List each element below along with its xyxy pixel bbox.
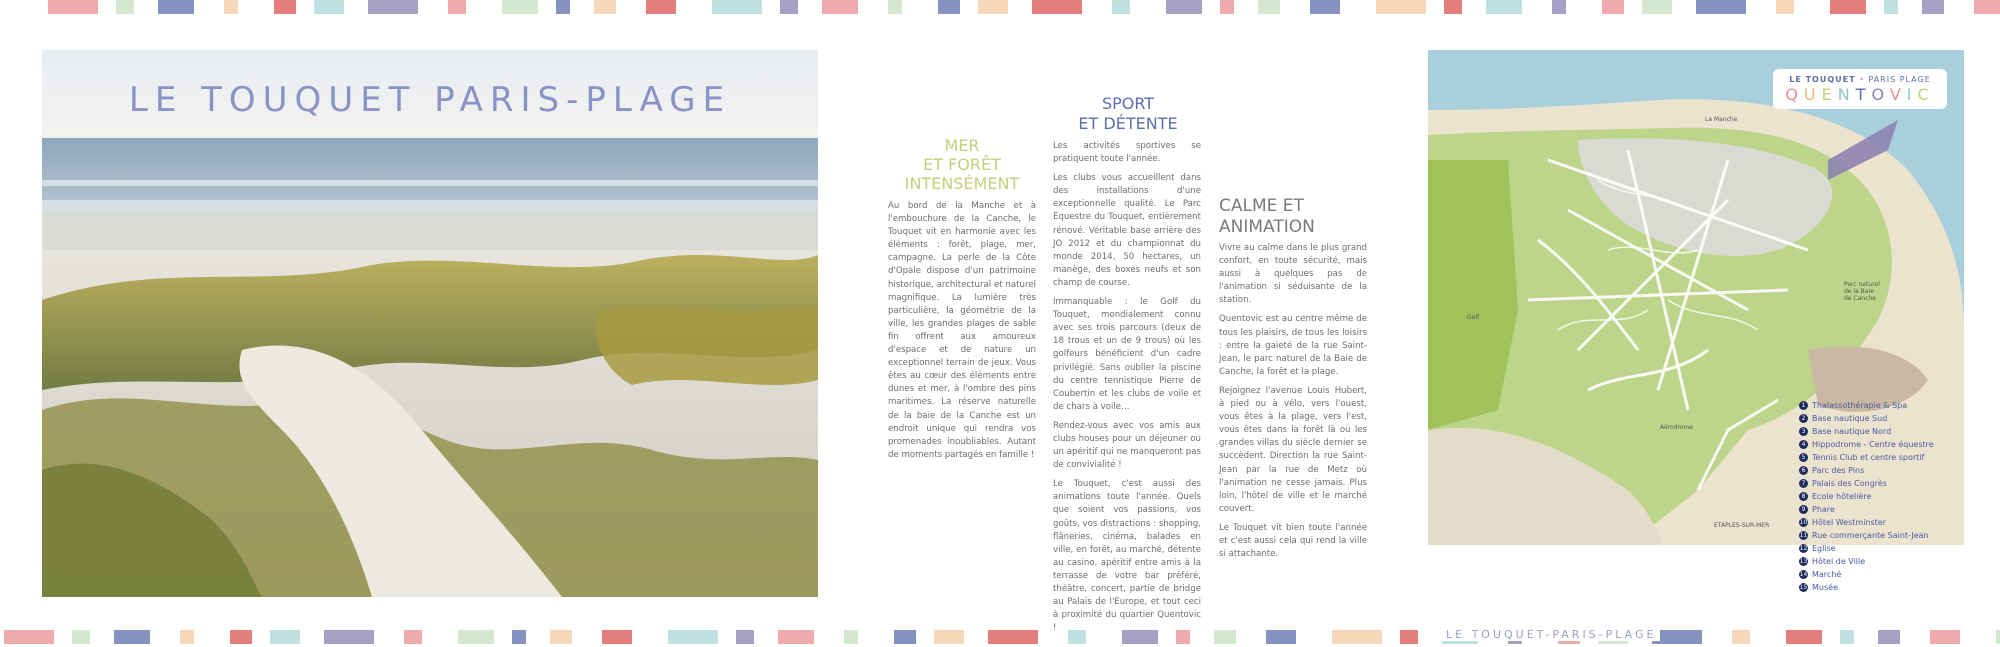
dunes-photo xyxy=(42,50,818,597)
paragraph: Vivre au calme dans le plus grand confort, en toute sécurité, mais aussi à quelques pas de l'animation si séduisante de la station. xyxy=(1219,243,1367,306)
stripe-segment xyxy=(1840,630,1854,644)
stripe-segment xyxy=(4,630,54,644)
paragraph: Le Touquet, c'est aussi des animations toute l'année. Quels que soient vos passions, vos goûts, vos distractions : shopping, flâneries, cinéma, balades en ville, en forêt, au marché, détente au casino, apéritif entre amis à la terrasse de votre bar préféré, théâtre, concert, partie de bridge au Palais de l'Europe, et tout ceci à proximité du quartier Quentovic ! xyxy=(1053,479,1201,634)
stripe-segment xyxy=(314,0,344,14)
logo-separator: • xyxy=(1859,75,1865,84)
heading-calme-animation xyxy=(1219,196,1379,238)
legend-item xyxy=(1799,412,1989,425)
stripe-segment xyxy=(1032,0,1082,14)
legend-label: Tennis Club et centre sportif xyxy=(1812,453,1925,462)
logo-letter: E xyxy=(1821,85,1838,104)
stripe-segment xyxy=(72,630,90,644)
legend-item xyxy=(1799,477,1989,490)
column-calme-animation xyxy=(1219,242,1367,567)
paragraph: Le Touquet vit bien toute l'année et c'est aussi cela qui rend la ville si attachante. xyxy=(1219,522,1367,560)
legend-item xyxy=(1799,581,1989,594)
heading-mer-foret xyxy=(874,136,1050,193)
stripe-segment xyxy=(1830,0,1866,14)
stripe-segment xyxy=(1732,630,1750,644)
stripe-segment xyxy=(224,0,238,14)
heading-line: ET FORÊT xyxy=(923,155,1001,174)
map-label-la-manche: La Manche xyxy=(1705,116,1738,123)
stripe-segment xyxy=(368,0,418,14)
column-sport-detente xyxy=(1053,140,1201,641)
legend-number-badge: 6 xyxy=(1799,466,1808,475)
legend-number-badge: 11 xyxy=(1799,532,1808,539)
legend-number-badge: 3 xyxy=(1799,427,1808,436)
legend-label: Ecole hôtelière xyxy=(1812,492,1872,501)
legend-label: Eglise xyxy=(1812,544,1836,553)
stripe-segment xyxy=(404,630,422,644)
stripe-segment xyxy=(780,0,798,14)
heading-line: SPORT xyxy=(1101,94,1155,113)
legend-item xyxy=(1799,464,1989,477)
legend-item xyxy=(1799,529,1989,542)
stripe-segment xyxy=(1974,0,2000,14)
stripe-segment xyxy=(978,0,1008,14)
legend-label: Hôtel de Ville xyxy=(1812,557,1866,566)
map-label-parc-naturel: Parc naturel de la Baie de Canche xyxy=(1844,281,1880,302)
logo-letter: V xyxy=(1889,85,1907,104)
legend-label: Palais des Congrès xyxy=(1812,479,1887,488)
photo-title: LE TOUQUET PARIS-PLAGE xyxy=(128,80,732,120)
stripe-segment xyxy=(1400,630,1418,644)
quentovic-logo xyxy=(1773,69,1947,109)
stripe-segment xyxy=(1602,0,1624,14)
legend-item xyxy=(1799,438,1989,451)
stripe-segment xyxy=(1922,0,1944,14)
legend-item xyxy=(1799,555,1989,568)
footer-brand: LE TOUQUET-PARIS-PLAGE xyxy=(1442,628,1660,641)
stripe-segment xyxy=(458,630,494,644)
legend-item xyxy=(1799,490,1989,503)
legend-number-badge: 13 xyxy=(1799,558,1808,565)
paragraph: Quentovic est au centre même de tous les plaisirs, de tous les loisirs : entre la gaieté de la rue Saint-Jean, le parc naturel de la Baie de Canche, la forêt et la plage. xyxy=(1219,314,1367,377)
stripe-segment xyxy=(556,0,570,14)
legend-item xyxy=(1799,568,1989,581)
logo-letter: N xyxy=(1837,85,1856,104)
legend-label: Thalassothérapie & Spa xyxy=(1812,401,1908,410)
stripe-segment xyxy=(1444,0,1462,14)
legend-number-badge: 7 xyxy=(1799,479,1808,488)
stripe-segment xyxy=(736,630,754,644)
stripe-segment xyxy=(324,630,374,644)
legend-label: Hôtel Westminster xyxy=(1812,518,1887,527)
heading-line: ANIMATION xyxy=(1219,217,1315,237)
legend-number-badge: 14 xyxy=(1799,571,1808,578)
top-decorative-stripe xyxy=(0,0,2000,14)
logo-letter: Q xyxy=(1785,85,1804,104)
stripe-segment xyxy=(1486,0,1522,14)
map-label-golf: Golf xyxy=(1467,314,1480,321)
stripe-segment xyxy=(988,630,1038,644)
legend-number-badge: 10 xyxy=(1799,519,1808,526)
legend-number-badge: 2 xyxy=(1799,414,1808,423)
logo-letter: C xyxy=(1917,85,1935,104)
stripe-segment xyxy=(1786,630,1822,644)
logo-text-paris-plage: PARIS PLAGE xyxy=(1868,75,1931,84)
heading-line: ET DÉTENTE xyxy=(1078,114,1178,133)
stripe-segment xyxy=(668,630,718,644)
logo-letter: O xyxy=(1871,85,1890,104)
dunes-illustration xyxy=(42,50,818,597)
legend-item xyxy=(1799,503,1989,516)
heading-sport-detente xyxy=(1040,94,1216,134)
stripe-segment xyxy=(1266,630,1296,644)
stripe-segment xyxy=(48,0,98,14)
paragraph: Rejoignez l'avenue Louis Hubert, à pied ou à vélo, vers l'ouest, vous êtes à la plage, vers l'est, vous êtes dans la forêt là où les grandes villas du siècle dernier se succèdent. Direction la rue Saint-Jean par la rue de Metz où l'animation ne cesse jamais. Plus loin, l'hôtel de ville et le marché couvert. xyxy=(1219,385,1367,514)
legend-label: Rue commerçante Saint-Jean xyxy=(1812,531,1929,540)
paragraph: Immanquable : le Golf du Touquet, mondialement connu avec ses trois parcours (deux de 18 trous et un de 9 trous) où les golfeurs bénéficient d'un cadre privilégié. Sans oublier la piscine du centre tennistique Pierre de Coubertin et les clubs de voile et de chars à voile… xyxy=(1053,297,1201,412)
stripe-segment xyxy=(1220,0,1234,14)
paragraph: Rendez-vous avec vos amis aux clubs houses pour un déjeuner ou un apéritif qui ne manqueront pas de convivialité ! xyxy=(1053,420,1201,471)
stripe-segment xyxy=(1552,0,1566,14)
stripe-segment xyxy=(822,0,858,14)
legend-item xyxy=(1799,516,1989,529)
stripe-segment xyxy=(778,630,814,644)
bottom-decorative-stripe xyxy=(0,630,2000,644)
stripe-segment xyxy=(1376,0,1426,14)
stripe-segment xyxy=(938,0,960,14)
legend-number-badge: 4 xyxy=(1799,440,1808,449)
stripe-segment xyxy=(1696,0,1746,14)
stripe-segment xyxy=(1112,0,1130,14)
stripe-segment xyxy=(1642,0,1672,14)
legend-label: Parc des Pins xyxy=(1812,466,1865,475)
stripe-segment xyxy=(270,630,300,644)
legend-item xyxy=(1799,425,1989,438)
legend-number-badge: 15 xyxy=(1799,584,1808,591)
stripe-segment xyxy=(934,630,964,644)
legend-label: Marché xyxy=(1812,570,1842,579)
logo-text-le-touquet: LE TOUQUET xyxy=(1789,75,1856,84)
logo-letter: T xyxy=(1855,85,1872,104)
stripe-segment xyxy=(1878,630,1900,644)
column-mer-foret xyxy=(888,200,1036,468)
stripe-segment xyxy=(1166,0,1202,14)
heading-line: INTENSÉMENT xyxy=(904,174,1020,193)
legend-label: Base nautique Sud xyxy=(1812,414,1888,423)
stripe-segment xyxy=(274,0,296,14)
stripe-segment xyxy=(230,630,252,644)
stripe-segment xyxy=(1214,630,1236,644)
heading-line: MER xyxy=(944,136,980,155)
map-label-aerodrome: Aérodrome xyxy=(1660,424,1694,431)
stripe-segment xyxy=(594,0,616,14)
legend-label: Hippodrome - Centre équestre xyxy=(1812,440,1934,449)
stripe-segment xyxy=(844,630,858,644)
stripe-segment xyxy=(448,0,466,14)
stripe-segment xyxy=(512,630,526,644)
stripe-segment xyxy=(1776,0,1794,14)
stripe-segment xyxy=(1310,0,1340,14)
heading-line: CALME ET xyxy=(1219,196,1304,216)
legend-label: Musée xyxy=(1812,583,1838,592)
legend-item xyxy=(1799,399,1989,412)
stripe-segment xyxy=(888,0,902,14)
stripe-segment xyxy=(180,630,194,644)
stripe-segment xyxy=(158,0,194,14)
legend-item xyxy=(1799,542,1989,555)
stripe-segment xyxy=(894,630,916,644)
logo-letter: I xyxy=(1906,85,1918,104)
stripe-segment xyxy=(114,630,150,644)
stripe-segment xyxy=(646,0,676,14)
stripe-segment xyxy=(1884,0,1898,14)
stripe-segment xyxy=(550,630,572,644)
legend-number-badge: 12 xyxy=(1799,545,1808,552)
legend-label: Base nautique Nord xyxy=(1812,427,1892,436)
legend-number-badge: 9 xyxy=(1799,505,1808,514)
legend-number-badge: 5 xyxy=(1799,453,1808,462)
map-legend xyxy=(1799,399,1989,594)
logo-top-line xyxy=(1773,75,1947,84)
stripe-segment xyxy=(502,0,538,14)
paragraph: Les activités sportives se pratiquent toute l'année. xyxy=(1053,141,1201,165)
map-label-etaples: ETAPLES-SUR-MER xyxy=(1714,522,1770,529)
paragraph: Les clubs vous accueillent dans des installations d'une exceptionnelle qualité. Le Parc Équestre du Touquet, entièrement rénové. Véritable base arrière des JO 2012 et du championnat du monde 2014, 50 hectares, un manège, des boxes neufs et son champ de course. xyxy=(1053,173,1201,288)
stripe-segment xyxy=(602,630,632,644)
paragraph: Au bord de la Manche et à l'embouchure de la Canche, le Touquet vit en harmonie avec les éléments : forêt, plage, mer, campagne. La perle de la Côte d'Opale dispose d'un patrimoine historique, architectural et naturel magnifique. La lumière très particulière, la géométrie de la ville, les grandes plages de sable fin offrent aux amoureux d'espace et de nature un exceptionnel terrain de jeux. Vous êtes au cœur des éléments entre dunes et mer, à l'ombre des pins maritimes. La réserve naturelle de la baie de la Canche est un endroit unique qui rendra vos promenades inoubliables. Autant de moments partagés en famille ! xyxy=(888,201,1036,460)
stripe-segment xyxy=(712,0,762,14)
legend-number-badge: 1 xyxy=(1799,401,1808,410)
stripe-segment xyxy=(116,0,134,14)
logo-quentovic xyxy=(1773,85,1947,104)
logo-letter: U xyxy=(1803,85,1822,104)
stripe-segment xyxy=(1258,0,1280,14)
stripe-segment xyxy=(1930,630,1960,644)
stripe-segment xyxy=(1996,630,2000,644)
legend-number-badge: 8 xyxy=(1799,492,1808,501)
legend-label: Phare xyxy=(1812,505,1835,514)
stripe-segment xyxy=(1332,630,1382,644)
legend-item xyxy=(1799,451,1989,464)
